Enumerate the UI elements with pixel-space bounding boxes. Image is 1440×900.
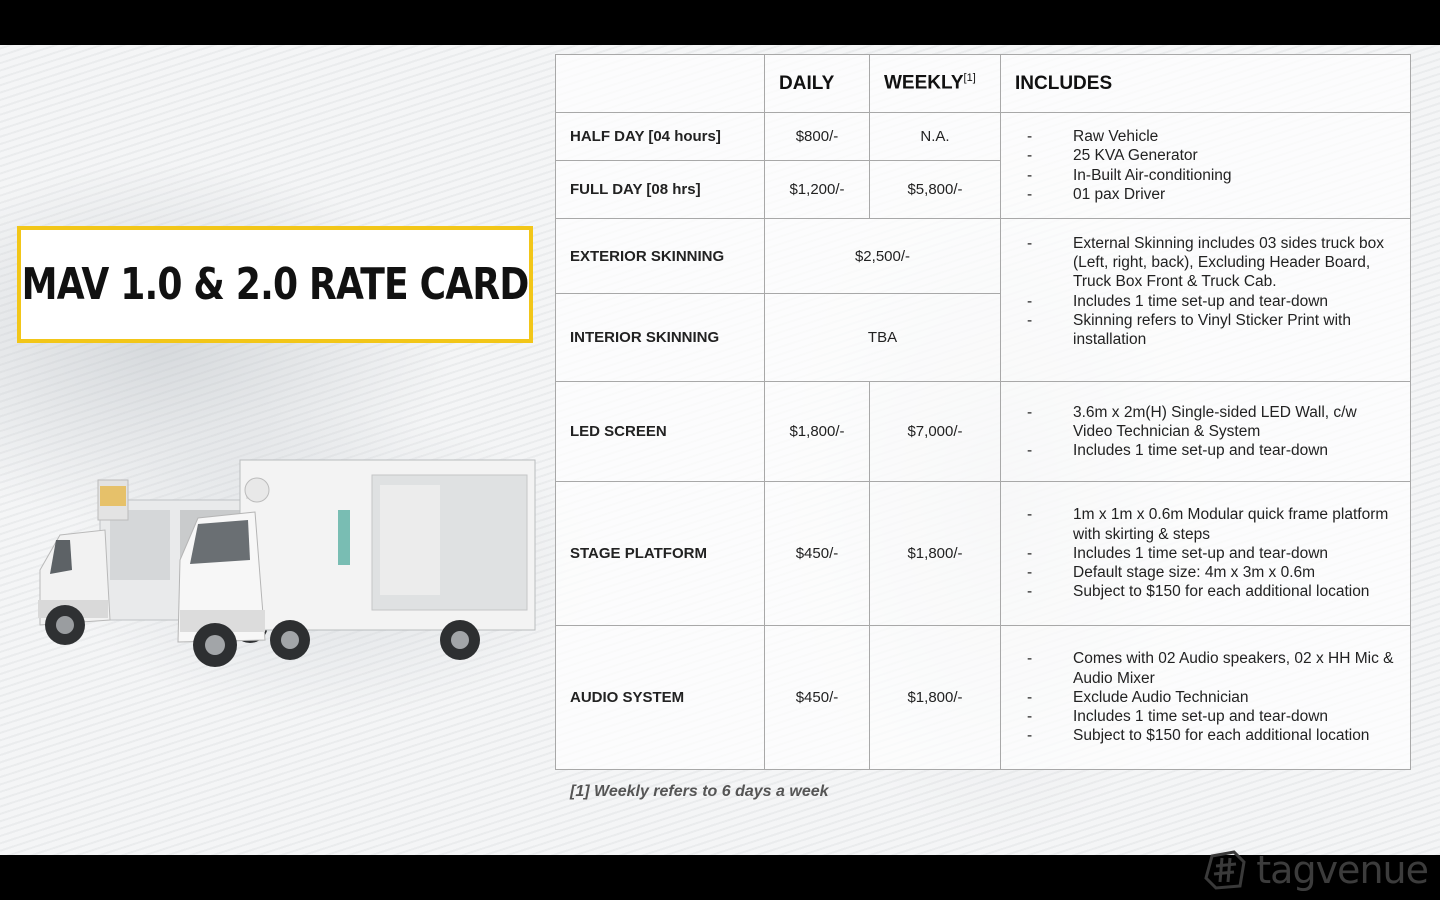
- tagvenue-logo-icon: [1204, 850, 1246, 890]
- row-label: STAGE PLATFORM: [556, 482, 765, 626]
- brand-watermark: [1204, 848, 1428, 892]
- weekly-footnote-marker: [1]: [963, 72, 976, 85]
- header-includes-label: INCLUDES: [1015, 72, 1113, 94]
- list-item: - 01 pax Driver: [1015, 185, 1396, 204]
- row-label: LED SCREEN: [556, 382, 765, 482]
- audio-system-daily: $450/-: [765, 626, 870, 770]
- row-label: HALF DAY [04 hours]: [556, 113, 765, 161]
- header-daily: [765, 55, 870, 113]
- list-item: - Includes 1 time set-up and tear-down: [1015, 544, 1396, 563]
- title-box: [17, 226, 533, 343]
- row-label: FULL DAY [08 hrs]: [556, 161, 765, 219]
- stage-platform-weekly: $1,800/-: [870, 482, 1001, 626]
- list-item: - External Skinning includes 03 sides truck box (Left, right, back), Excluding Header Board, Truck Box Front & Truck Cab.: [1015, 234, 1396, 292]
- slide-title: MAV 1.0 & 2.0 RATE CARD: [21, 259, 529, 310]
- header-daily-label: DAILY: [779, 72, 835, 94]
- row-label: AUDIO SYSTEM: [556, 626, 765, 770]
- list-item: - 3.6m x 2m(H) Single-sided LED Wall, c/w Video Technician & System: [1015, 403, 1396, 441]
- list-item: - Subject to $150 for each additional location: [1015, 726, 1396, 745]
- header-blank-cell: [556, 55, 765, 113]
- full-day-weekly: $5,800/-: [870, 161, 1001, 219]
- row-label: EXTERIOR SKINNING: [556, 219, 765, 294]
- list-item: - Includes 1 time set-up and tear-down: [1015, 707, 1396, 726]
- led-screen-includes-list: [1015, 403, 1396, 461]
- list-item: - Includes 1 time set-up and tear-down: [1015, 441, 1396, 460]
- list-item: - Exclude Audio Technician: [1015, 688, 1396, 707]
- vehicle-includes-list: [1015, 127, 1396, 204]
- header-weekly: [870, 55, 1001, 113]
- audio-system-includes-cell: [1001, 626, 1411, 770]
- rate-table: [555, 54, 1411, 770]
- list-item: - Skinning refers to Vinyl Sticker Print with installation: [1015, 311, 1396, 349]
- half-day-weekly: N.A.: [870, 113, 1001, 161]
- table-row-half-day: [556, 113, 1411, 161]
- audio-system-weekly: $1,800/-: [870, 626, 1001, 770]
- table-row-exterior-skinning: [556, 219, 1411, 294]
- table-row-led-screen: [556, 382, 1411, 482]
- led-screen-includes-cell: [1001, 382, 1411, 482]
- list-item: - Subject to $150 for each additional location: [1015, 582, 1396, 601]
- vehicle-includes-cell: [1001, 113, 1411, 219]
- table-row-stage-platform: [556, 482, 1411, 626]
- stage-platform-daily: $450/-: [765, 482, 870, 626]
- front-truck: [178, 460, 535, 667]
- list-item: - In-Built Air-conditioning: [1015, 166, 1396, 185]
- list-item: - 25 KVA Generator: [1015, 146, 1396, 165]
- mobile-activation-vehicles-image: [20, 450, 540, 670]
- led-screen-daily: $1,800/-: [765, 382, 870, 482]
- list-item: - 1m x 1m x 0.6m Modular quick frame platform with skirting & steps: [1015, 505, 1396, 543]
- skinning-includes-list: [1015, 234, 1396, 349]
- table-header-row: [556, 55, 1411, 113]
- top-letterbox-bar: [0, 0, 1440, 45]
- weekly-footnote: [1] Weekly refers to 6 days a week: [570, 783, 829, 800]
- exterior-skinning-rate: $2,500/-: [765, 219, 1001, 294]
- brand-name: tagvenue: [1256, 848, 1428, 892]
- header-weekly-label: WEEKLY: [884, 72, 964, 94]
- header-includes: [1001, 55, 1411, 113]
- audio-system-includes-list: [1015, 649, 1396, 745]
- row-label: INTERIOR SKINNING: [556, 294, 765, 382]
- half-day-daily: $800/-: [765, 113, 870, 161]
- list-item: - Default stage size: 4m x 3m x 0.6m: [1015, 563, 1396, 582]
- list-item: - Comes with 02 Audio speakers, 02 x HH Mic & Audio Mixer: [1015, 649, 1396, 687]
- list-item: - Includes 1 time set-up and tear-down: [1015, 292, 1396, 311]
- led-screen-weekly: $7,000/-: [870, 382, 1001, 482]
- list-item: - Raw Vehicle: [1015, 127, 1396, 146]
- interior-skinning-rate: TBA: [765, 294, 1001, 382]
- stage-platform-includes-list: [1015, 505, 1396, 601]
- stage-platform-includes-cell: [1001, 482, 1411, 626]
- full-day-daily: $1,200/-: [765, 161, 870, 219]
- table-row-audio-system: [556, 626, 1411, 770]
- skinning-includes-cell: [1001, 219, 1411, 382]
